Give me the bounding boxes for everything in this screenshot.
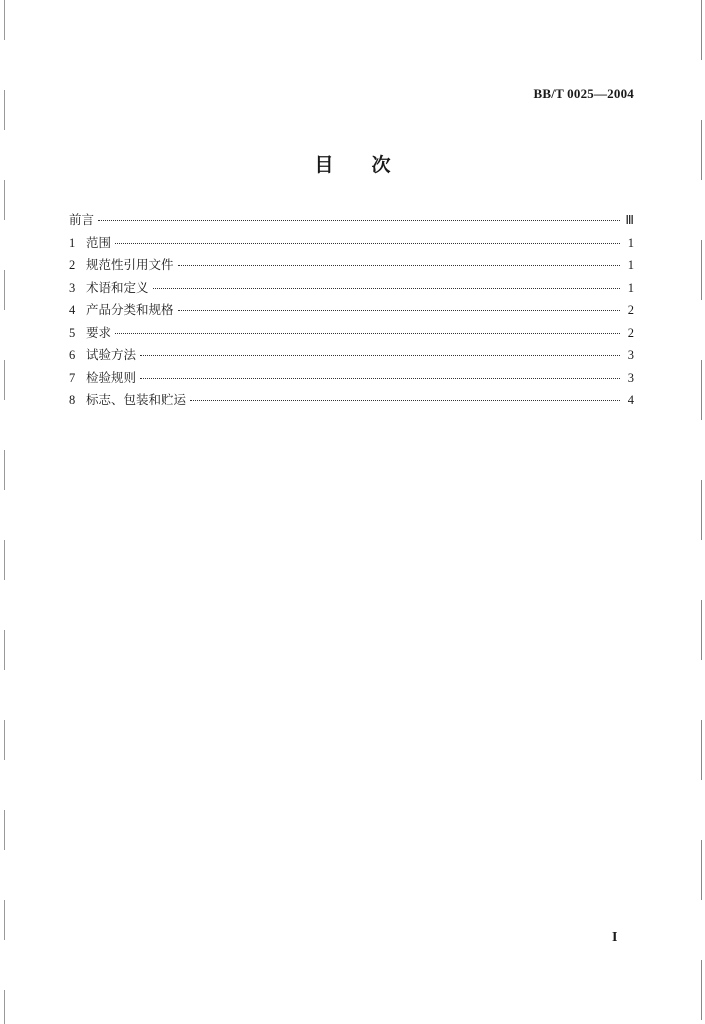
page-title: [0, 150, 705, 177]
toc-entry-7[interactable]: [69, 368, 634, 391]
toc-leader-dots: [153, 288, 620, 289]
toc-entry-title: 检验规则: [86, 369, 137, 385]
toc-entry-number: 5: [69, 325, 76, 340]
toc-entry-title: 范围: [86, 234, 112, 250]
toc-entry-number: 2: [69, 258, 76, 272]
toc-leader-dots: [98, 220, 620, 221]
title-char-2: 次: [371, 154, 391, 176]
toc-entry-4[interactable]: [69, 300, 634, 323]
toc-entry-1[interactable]: [69, 233, 634, 256]
toc-entry-3[interactable]: [69, 278, 634, 301]
toc-entry-page: 1: [627, 235, 634, 250]
toc-entry-6[interactable]: [69, 345, 634, 368]
document-code: BB/T 0025—2004: [533, 86, 634, 101]
toc-entry-page: 2: [627, 325, 634, 340]
toc-entry-number: 6: [69, 348, 76, 362]
title-char-1: 目: [314, 154, 334, 176]
toc-entry-8[interactable]: [69, 390, 634, 413]
toc-leader-dots: [115, 333, 620, 334]
page-number: I: [612, 930, 618, 945]
toc-entry-page: 3: [627, 370, 634, 385]
toc-entry-page: 4: [627, 393, 634, 407]
toc-entry-page: 2: [627, 303, 634, 317]
toc-entry-number: 7: [69, 370, 76, 385]
toc-entry-number: 8: [69, 393, 76, 407]
toc-entry-page: Ⅲ: [625, 213, 634, 227]
toc-entry-page: 3: [627, 348, 634, 362]
toc-entry-title: 规范性引用文件: [86, 257, 174, 272]
toc-entry-title: 前言: [69, 212, 95, 227]
toc-leader-dots: [140, 355, 620, 356]
toc-entry-page: 1: [627, 258, 634, 272]
toc-leader-dots: [178, 265, 620, 266]
toc-entry-title: 要求: [86, 324, 112, 340]
toc-entry-foreword[interactable]: [69, 210, 634, 233]
toc-entry-title: 术语和定义: [86, 279, 149, 295]
toc-leader-dots: [115, 243, 620, 244]
toc-entry-title: 试验方法: [86, 347, 137, 362]
table-of-contents: [69, 210, 634, 413]
toc-entry-page: 1: [627, 280, 634, 295]
toc-entry-number: 1: [69, 235, 76, 250]
toc-entry-number: 4: [69, 303, 76, 317]
toc-entry-title: 产品分类和规格: [86, 302, 174, 317]
toc-entry-number: 3: [69, 280, 76, 295]
toc-leader-dots: [178, 310, 620, 311]
toc-leader-dots: [190, 400, 620, 401]
toc-entry-2[interactable]: [69, 255, 634, 278]
toc-entry-5[interactable]: [69, 323, 634, 346]
toc-entry-title: 标志、包装和贮运: [86, 392, 187, 407]
toc-leader-dots: [140, 378, 620, 379]
